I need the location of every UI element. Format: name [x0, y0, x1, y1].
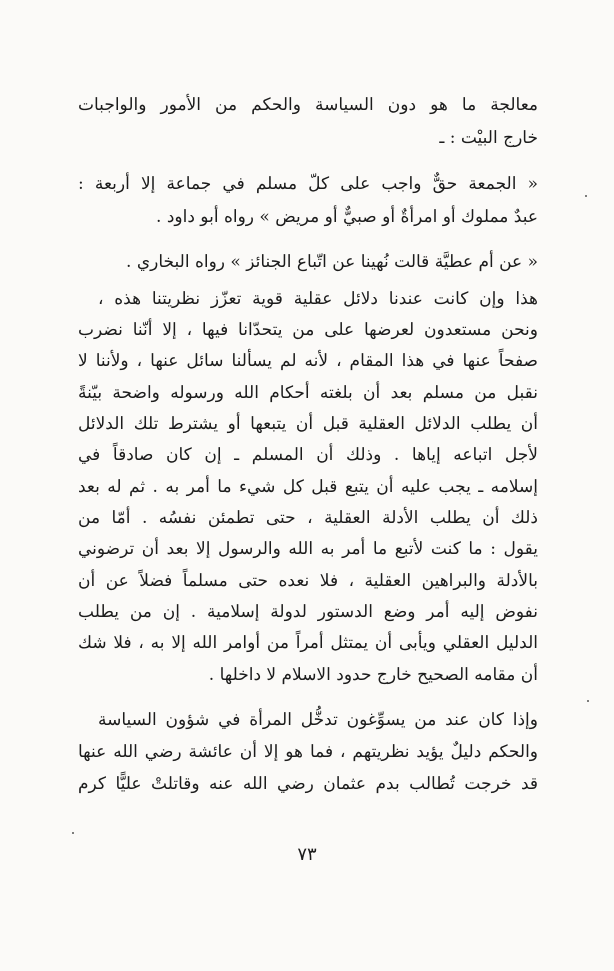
text-line: لأجل اتباعه إياها . وذلك أن المسلم ـ إن كان صادقاً في: [78, 445, 538, 465]
text-line: أن مقامه الصحيح خارج حدود الاسلام لا داخلها .: [208, 665, 538, 685]
quote-line: عبدٌ مملوك أو امرأةٌ أو صبيٌّ أو مريض » رواه أبو داود .: [156, 207, 538, 227]
scan-speck: [587, 700, 589, 702]
text-line: صفحاً عنها في هذا المقام ، لأنه لم يسألنا سائل عنها ، ولأننا لا: [78, 351, 538, 371]
text-line: يقول : ما كنت لأتبع ما أمر به الله والرسول إلا بعد أن ترضوني: [78, 539, 538, 559]
text-line: إسلامه ـ يجب عليه أن يتبع قبل كل شيء ما أمر به . ثم له بعد: [78, 477, 538, 497]
text-line: أن يطلب الدلائل العقلية قبل أن يتبعها أو يشترط تلك الدلائل: [78, 414, 538, 434]
text-line: ونحن مستعدون لعرضها على من يتحدّانا فيها ، إلا أنّنا نضرب: [78, 320, 538, 340]
text-line: خارج البيْت : ـ: [439, 128, 538, 148]
quote-line: « عن أم عطيَّة قالت نُهينا عن اتّباع الجنائز » رواه البخاري .: [126, 252, 538, 272]
text-line: ذلك أن يطلب الأدلة العقلية ، حتى تطمئن نفسُه . أمّا من: [78, 508, 538, 528]
text-line: نقبل من مسلم بعد أن بلغته أحكام الله ورسوله واضحة بيّنةً: [78, 383, 538, 403]
page-number: ٧٣: [297, 844, 317, 865]
text-line: بالأدلة والبراهين العقلية ، فلا نعده حتى مسلماً فضلاً عن أن: [78, 571, 538, 591]
text-line: وإذا كان عند من يسوِّغون تدخُّل المرأة في شؤون السياسة: [98, 710, 538, 730]
quote-line: « الجمعة حقٌّ واجب على كلّ مسلم في جماعة إلا أربعة :: [78, 174, 538, 194]
scan-speck: [585, 195, 587, 197]
text-line: معالجة ما هو دون السياسة والحكم من الأمور والواجبات: [78, 95, 538, 115]
text-line: هذا وإن كانت عندنا دلائل عقلية قوية تعزّز نظريتنا هذه ،: [98, 289, 538, 309]
text-line: قد خرجت تُطالب بدم عثمان رضي الله عنه وقاتلتْ عليًّا كرم: [78, 774, 538, 794]
text-line: الدليل العقلي ويأبى أن يمتثل أمراً من أوامر الله إلا به ، فلا شك: [78, 633, 538, 653]
text-line: نفوض إليه أمر وضع الدستور لدولة إسلامية . إن من يطلب: [78, 602, 538, 622]
text-line: والحكم دليلٌ يؤيد نظريتهم ، فما هو إلا أن عائشة رضي الله عنها: [78, 742, 538, 762]
scan-speck: [72, 832, 74, 834]
